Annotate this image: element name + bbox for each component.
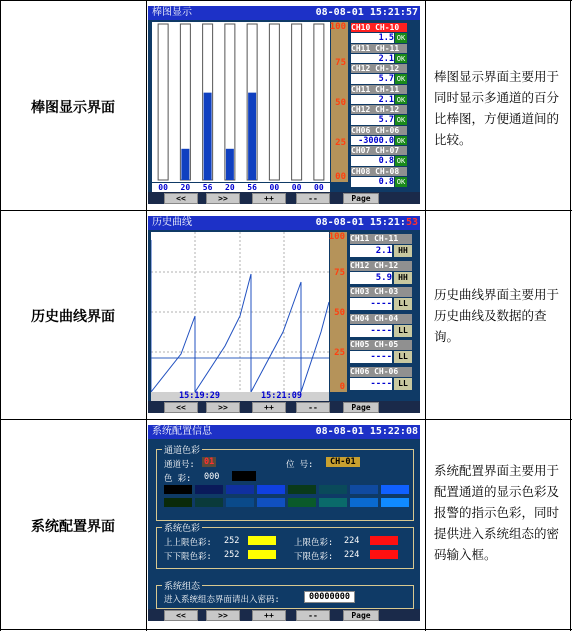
channel-value: ---- (350, 351, 392, 363)
channel-status: LL (394, 351, 412, 363)
channel-value: 2.1 (350, 245, 392, 257)
description-system-config: 系统配置界面主要用于配置通道的显示色彩及报警的指示色彩，同时提供进入系统组态的密码输入框。 (434, 463, 560, 562)
palette-swatch[interactable] (226, 498, 254, 507)
lower-lower-color-swatch[interactable] (248, 550, 276, 559)
bar-value-label: 20 (180, 183, 191, 192)
upper-value: 224 (344, 536, 360, 546)
scale-tick: 100 (329, 22, 346, 32)
history-time-axis (151, 392, 329, 401)
next-button[interactable]: >> (206, 193, 240, 204)
history-plot-area (151, 232, 329, 392)
channel-value: 2.1 (351, 54, 394, 64)
history-titlebar (148, 216, 420, 230)
increase-button[interactable]: ++ (252, 402, 286, 413)
prev-button[interactable]: << (164, 193, 198, 204)
channel-value: 5.7 (351, 115, 394, 125)
scale-tick: 50 (334, 308, 345, 318)
palette-swatch[interactable] (381, 485, 409, 494)
palette-swatch[interactable] (288, 498, 316, 507)
channel-name: CH07 CH-07 (351, 146, 407, 155)
channel-color-legend: 通道色彩 (162, 443, 202, 456)
channel-card[interactable] (349, 339, 413, 365)
page-button[interactable]: Page (343, 193, 379, 204)
bar (226, 149, 234, 180)
channel-no-label: 通道号: (164, 460, 195, 470)
channel-value: ---- (350, 325, 392, 337)
channel-name: CH08 CH-08 (351, 167, 407, 176)
scale-tick: 50 (335, 98, 346, 108)
channel-value: 5.7 (351, 74, 394, 84)
increase-button[interactable]: ++ (252, 610, 286, 621)
position-label: 位 号: (286, 460, 314, 470)
lower-lower-value: 252 (224, 550, 240, 560)
prev-button[interactable]: << (164, 610, 198, 621)
color-label: 色 彩: (164, 474, 192, 484)
channel-card[interactable] (350, 43, 408, 65)
bar-track (292, 24, 302, 180)
channel-value: -3000.0 (351, 136, 394, 146)
channel-name: CH06 CH-06 (351, 126, 407, 135)
palette-swatch[interactable] (381, 498, 409, 507)
password-prompt: 进入系统组态界面请出入密码: (164, 595, 280, 605)
channel-name: CH03 CH-03 (350, 287, 412, 297)
channel-card[interactable] (350, 125, 408, 147)
channel-name: CH04 CH-04 (350, 314, 412, 324)
bar (181, 149, 189, 180)
decrease-button[interactable]: -- (296, 193, 330, 204)
position-field[interactable]: CH-01 (326, 457, 360, 467)
channel-card[interactable] (350, 22, 408, 44)
lower-lower-label: 下下限色彩: (164, 552, 212, 562)
time-end: 15:21:09 (261, 391, 302, 401)
channel-value: ---- (350, 298, 392, 310)
scale-tick: 25 (334, 348, 345, 358)
palette-swatch[interactable] (195, 485, 223, 494)
history-curve-screen (148, 216, 420, 413)
time-start: 15:19:29 (179, 391, 220, 401)
channel-no-field[interactable]: 01 (204, 457, 215, 467)
channel-name: CH11 CH-11 (351, 85, 407, 94)
bar-value-label: 00 (314, 183, 324, 192)
upper-color-swatch[interactable] (370, 536, 398, 545)
datetime: 08-08-01 15:22:08 (315, 426, 418, 437)
channel-card[interactable] (349, 313, 413, 339)
palette-swatch[interactable] (319, 498, 347, 507)
palette-swatch[interactable] (226, 485, 254, 494)
bar-value-label: 00 (291, 183, 302, 192)
bar-chart-button-bar (148, 192, 420, 204)
history-scale (330, 232, 347, 392)
channel-card[interactable] (349, 233, 413, 259)
channel-status: OK (396, 116, 406, 124)
bar-track (158, 24, 168, 180)
bar-track (269, 24, 279, 180)
increase-button[interactable]: ++ (252, 193, 286, 204)
bar-value-label: 00 (158, 183, 168, 192)
channel-card[interactable] (350, 104, 408, 126)
prev-button[interactable]: << (164, 402, 198, 413)
row-label-bar-chart: 棒图显示界面 (31, 100, 115, 116)
decrease-button[interactable]: -- (296, 402, 330, 413)
history-curve-chart (151, 232, 329, 392)
lower-value: 224 (344, 550, 360, 560)
bar-value-label: 56 (247, 183, 257, 192)
screen-title: 系统配置信息 (152, 426, 212, 437)
screen-title: 棒图显示 (152, 7, 192, 18)
datetime: 08-08-01 15:21:53 (315, 217, 418, 228)
bar-value-labels (152, 183, 330, 192)
channel-status: LL (394, 325, 412, 337)
channel-name: CH12 CH-12 (351, 105, 407, 114)
channel-card[interactable] (350, 145, 408, 167)
scale-tick: 0 (339, 382, 345, 392)
bar-track (314, 24, 324, 180)
config-legend: 系统组态 (162, 579, 202, 592)
bar-scale (331, 22, 348, 182)
row-label-history-curve: 历史曲线界面 (31, 309, 115, 325)
channel-value: 2.1 (351, 95, 394, 105)
lower-label: 下限色彩: (294, 552, 334, 562)
channel-status: OK (396, 54, 406, 63)
channel-status: OK (396, 157, 406, 165)
channel-card[interactable] (350, 63, 408, 85)
page-button[interactable]: Page (343, 402, 379, 413)
channel-card[interactable] (350, 84, 408, 106)
bar-chart-screen (148, 6, 420, 204)
channel-status: OK (396, 75, 406, 83)
channel-status: HH (394, 245, 412, 257)
config-button-bar (148, 609, 420, 621)
channel-status: LL (394, 298, 412, 310)
palette-swatch[interactable] (257, 498, 285, 507)
channel-name: CH05 CH-05 (350, 340, 412, 350)
password-input[interactable]: 00000000 (304, 591, 355, 603)
palette-swatch[interactable] (288, 485, 316, 494)
palette-swatch[interactable] (195, 498, 223, 507)
channel-name: CH10 CH-10 (351, 23, 407, 32)
bar (248, 93, 256, 180)
description-history-curve: 历史曲线界面主要用于历史曲线及数据的查询。 (434, 287, 560, 344)
screen-title: 历史曲线 (152, 217, 192, 228)
scale-tick: 25 (335, 138, 346, 148)
decrease-button[interactable]: -- (296, 610, 330, 621)
channel-value: 0.8 (351, 177, 394, 187)
datetime: 08-08-01 15:21:57 (315, 7, 418, 18)
channel-value: ---- (350, 378, 392, 390)
bar-value-label: 00 (269, 183, 280, 192)
next-button[interactable]: >> (206, 610, 240, 621)
description-bar-chart: 棒图显示界面主要用于同时显示多通道的百分比棒图，方便通道间的比较。 (434, 69, 560, 147)
palette-swatch[interactable] (319, 485, 347, 494)
channel-status: OK (396, 136, 406, 145)
bar-plot-area (152, 22, 330, 182)
channel-name: CH11 CH-11 (351, 44, 407, 53)
channel-name: CH12 CH-12 (350, 261, 412, 271)
bar-value-label: 56 (202, 183, 213, 192)
palette-swatch[interactable] (164, 498, 192, 507)
row-label-system-config: 系统配置界面 (31, 519, 115, 535)
channel-card[interactable] (349, 286, 413, 312)
scale-tick: 00 (335, 172, 346, 182)
channel-card[interactable] (350, 166, 408, 188)
lower-color-swatch[interactable] (370, 550, 398, 559)
palette-swatch[interactable] (350, 485, 378, 494)
color-palette (164, 485, 412, 513)
page-button[interactable]: Page (343, 610, 379, 621)
channel-value: 1.5 (351, 33, 394, 43)
palette-swatch[interactable] (350, 498, 378, 507)
upper-label: 上限色彩: (294, 538, 334, 548)
upper-upper-value: 252 (224, 536, 240, 546)
channel-status: OK (396, 177, 406, 186)
channel-card[interactable] (349, 260, 413, 286)
color-value: 000 (204, 472, 220, 482)
channel-status: OK (396, 34, 406, 42)
channel-value: 5.9 (350, 272, 392, 284)
scale-tick: 75 (335, 58, 346, 68)
system-config-screen (148, 425, 420, 621)
channel-name: CH12 CH-12 (351, 64, 407, 73)
scale-tick: 75 (334, 268, 345, 278)
upper-upper-color-swatch[interactable] (248, 536, 276, 545)
channel-card[interactable] (349, 366, 413, 392)
channel-name: CH11 CH-11 (350, 234, 412, 244)
bar-chart-titlebar (148, 6, 420, 20)
history-button-bar (148, 401, 420, 413)
config-titlebar (148, 425, 420, 439)
palette-swatch[interactable] (164, 485, 192, 494)
bar-value-label: 20 (225, 183, 235, 192)
bar (204, 93, 212, 180)
scale-tick: 100 (328, 232, 345, 242)
channel-status: HH (394, 272, 412, 284)
channel-name: CH06 CH-06 (350, 367, 412, 377)
channel-status: OK (396, 95, 406, 104)
current-color-swatch (232, 471, 256, 481)
channel-value: 0.8 (351, 156, 394, 166)
channel-status: LL (394, 378, 412, 390)
system-color-legend: 系统色彩 (162, 521, 202, 534)
next-button[interactable]: >> (206, 402, 240, 413)
upper-upper-label: 上上限色彩: (164, 538, 212, 548)
palette-swatch[interactable] (257, 485, 285, 494)
